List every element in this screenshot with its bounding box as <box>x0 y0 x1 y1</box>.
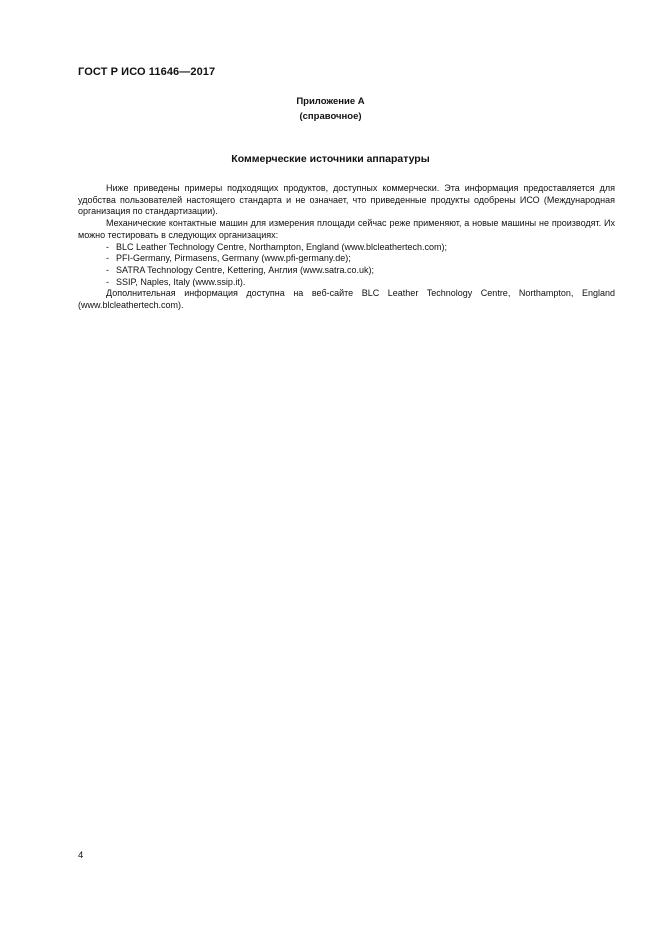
annex-title: Приложение А <box>296 96 365 107</box>
page-number: 4 <box>78 850 84 861</box>
paragraph-additional-info: Дополнительная информация доступна на веб-сайте BLC Leather Technology Centre, Northampton, England (www.blcleathertech.com). <box>78 288 615 311</box>
list-item-text: SATRA Technology Centre, Kettering, Англия (www.satra.co.uk); <box>116 264 374 275</box>
list-item-text: SSIP, Naples, Italy (www.ssip.it). <box>116 276 246 287</box>
list-item <box>78 277 615 289</box>
paragraph-machines: Механические контактные машин для измерения площади сейчас реже применяют, а новые машины не производят. Их можно тестировать в следующих организациях: <box>78 218 615 240</box>
list-item-text: PFI-Germany, Pirmasens, Germany (www.pfi-germany.de); <box>116 253 351 264</box>
annex-subtitle: (справочное) <box>299 111 362 122</box>
standard-designation: ГОСТ Р ИСО 11646—2017 <box>78 66 216 78</box>
list-item <box>78 253 615 265</box>
list-marker: - <box>106 241 109 252</box>
organization-list <box>78 242 615 289</box>
list-item <box>78 265 615 277</box>
list-item <box>78 242 615 254</box>
body-text <box>78 183 615 312</box>
list-item-text: BLC Leather Technology Centre, Northampton, England (www.blcleathertech.com); <box>116 241 448 252</box>
list-marker: - <box>106 253 109 264</box>
list-marker: - <box>106 276 109 287</box>
paragraph-intro: Ниже приведены примеры подходящих продуктов, доступных коммерчески. Эта информация предоставляется для удобства пользователей настоящего стандарта и не означает, что приведенные продукты одобрены ИСО (Международная организация по стандартизации). <box>78 183 615 217</box>
section-title: Коммерческие источники аппаратуры <box>231 153 430 165</box>
list-marker: - <box>106 264 109 275</box>
